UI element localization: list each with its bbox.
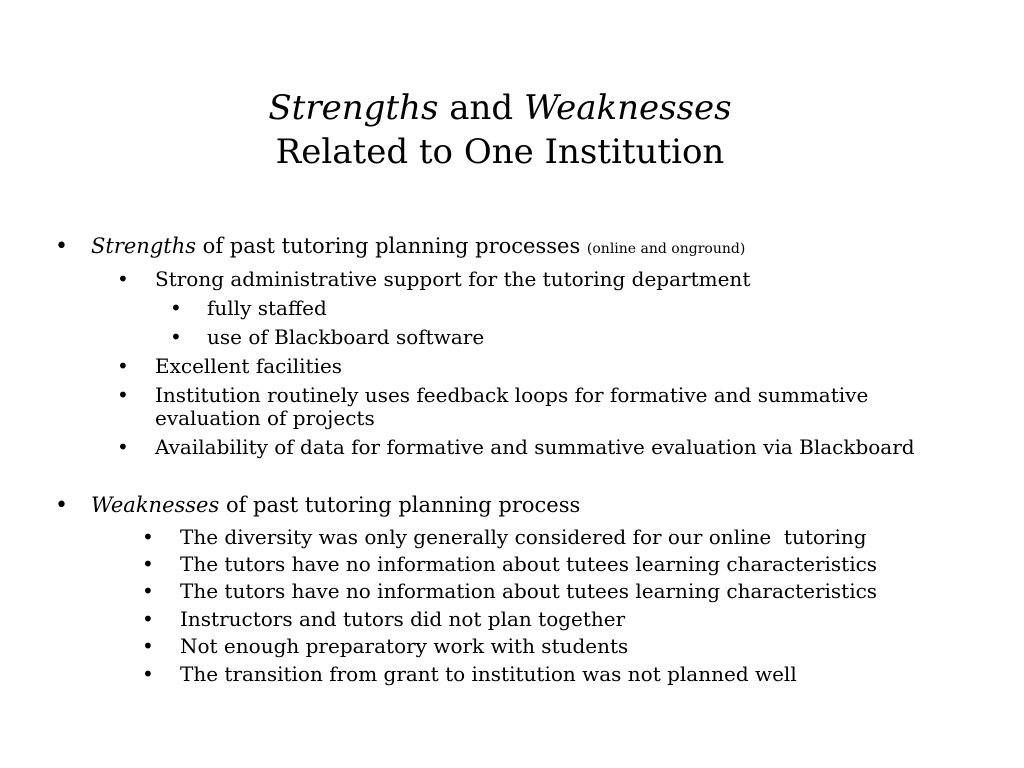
strength-item-text: Excellent facilities bbox=[155, 354, 343, 378]
bullet-icon: • bbox=[55, 234, 68, 259]
strengths-small: (online and onground) bbox=[586, 241, 746, 257]
bullet-icon: • bbox=[117, 383, 129, 407]
weakness-item bbox=[142, 607, 625, 631]
bullet-icon: • bbox=[142, 552, 154, 576]
weaknesses-rest: of past tutoring planning process bbox=[219, 493, 581, 517]
weakness-item bbox=[142, 525, 867, 549]
strength-item bbox=[117, 383, 917, 430]
weakness-item-text: The transition from grant to institution was not planned well bbox=[180, 662, 797, 686]
bullet-icon: • bbox=[117, 267, 129, 291]
title-strengths: Strengths bbox=[268, 88, 439, 128]
slide-title bbox=[0, 86, 1000, 174]
bullet-icon: • bbox=[170, 296, 182, 320]
weaknesses-heading-text bbox=[91, 493, 580, 517]
bullet-icon: • bbox=[55, 493, 68, 518]
bullet-icon: • bbox=[142, 579, 154, 603]
strengths-heading bbox=[55, 234, 745, 259]
strength-subitem-text: use of Blackboard software bbox=[207, 325, 485, 349]
bullet-icon: • bbox=[170, 325, 182, 349]
strengths-italic: Strengths bbox=[91, 234, 196, 258]
title-line-2: Related to One Institution bbox=[275, 132, 725, 172]
bullet-icon: • bbox=[142, 607, 154, 631]
strength-item bbox=[117, 435, 915, 459]
strength-item bbox=[117, 267, 750, 291]
strength-subitem bbox=[170, 325, 484, 349]
bullet-icon: • bbox=[142, 634, 154, 658]
strength-item-text: Availability of data for formative and summative evaluation via Blackboard bbox=[155, 435, 915, 459]
weakness-item-text: Not enough preparatory work with students bbox=[180, 634, 629, 658]
weakness-item-text: The tutors have no information about tutees learning characteristics bbox=[180, 552, 878, 576]
weakness-item-text: The tutors have no information about tutees learning characteristics bbox=[180, 579, 878, 603]
strength-item-text: Strong administrative support for the tutoring department bbox=[155, 267, 751, 291]
weakness-item bbox=[142, 552, 877, 576]
weakness-item-text: The diversity was only generally considered for our online tutoring bbox=[180, 525, 867, 549]
title-weaknesses: Weaknesses bbox=[523, 88, 732, 128]
weakness-item bbox=[142, 579, 877, 603]
bullet-icon: • bbox=[117, 435, 129, 459]
bullet-icon: • bbox=[117, 354, 129, 378]
strength-subitem bbox=[170, 296, 327, 320]
title-line-1 bbox=[0, 86, 1000, 130]
weaknesses-italic: Weaknesses bbox=[91, 493, 220, 517]
strength-subitem-text: fully staffed bbox=[207, 296, 327, 320]
weakness-item bbox=[142, 634, 628, 658]
title-and: and bbox=[438, 88, 524, 128]
weakness-item-text: Instructors and tutors did not plan together bbox=[180, 607, 626, 631]
bullet-icon: • bbox=[142, 662, 154, 686]
strengths-rest: of past tutoring planning processes bbox=[196, 234, 587, 258]
strength-item bbox=[117, 354, 342, 378]
strengths-heading-text bbox=[91, 234, 745, 258]
weakness-item bbox=[142, 662, 797, 686]
weaknesses-heading bbox=[55, 493, 580, 518]
strength-item-text: Institution routinely uses feedback loops for formative and summative evaluation of projects bbox=[155, 383, 869, 430]
bullet-icon: • bbox=[142, 525, 154, 549]
